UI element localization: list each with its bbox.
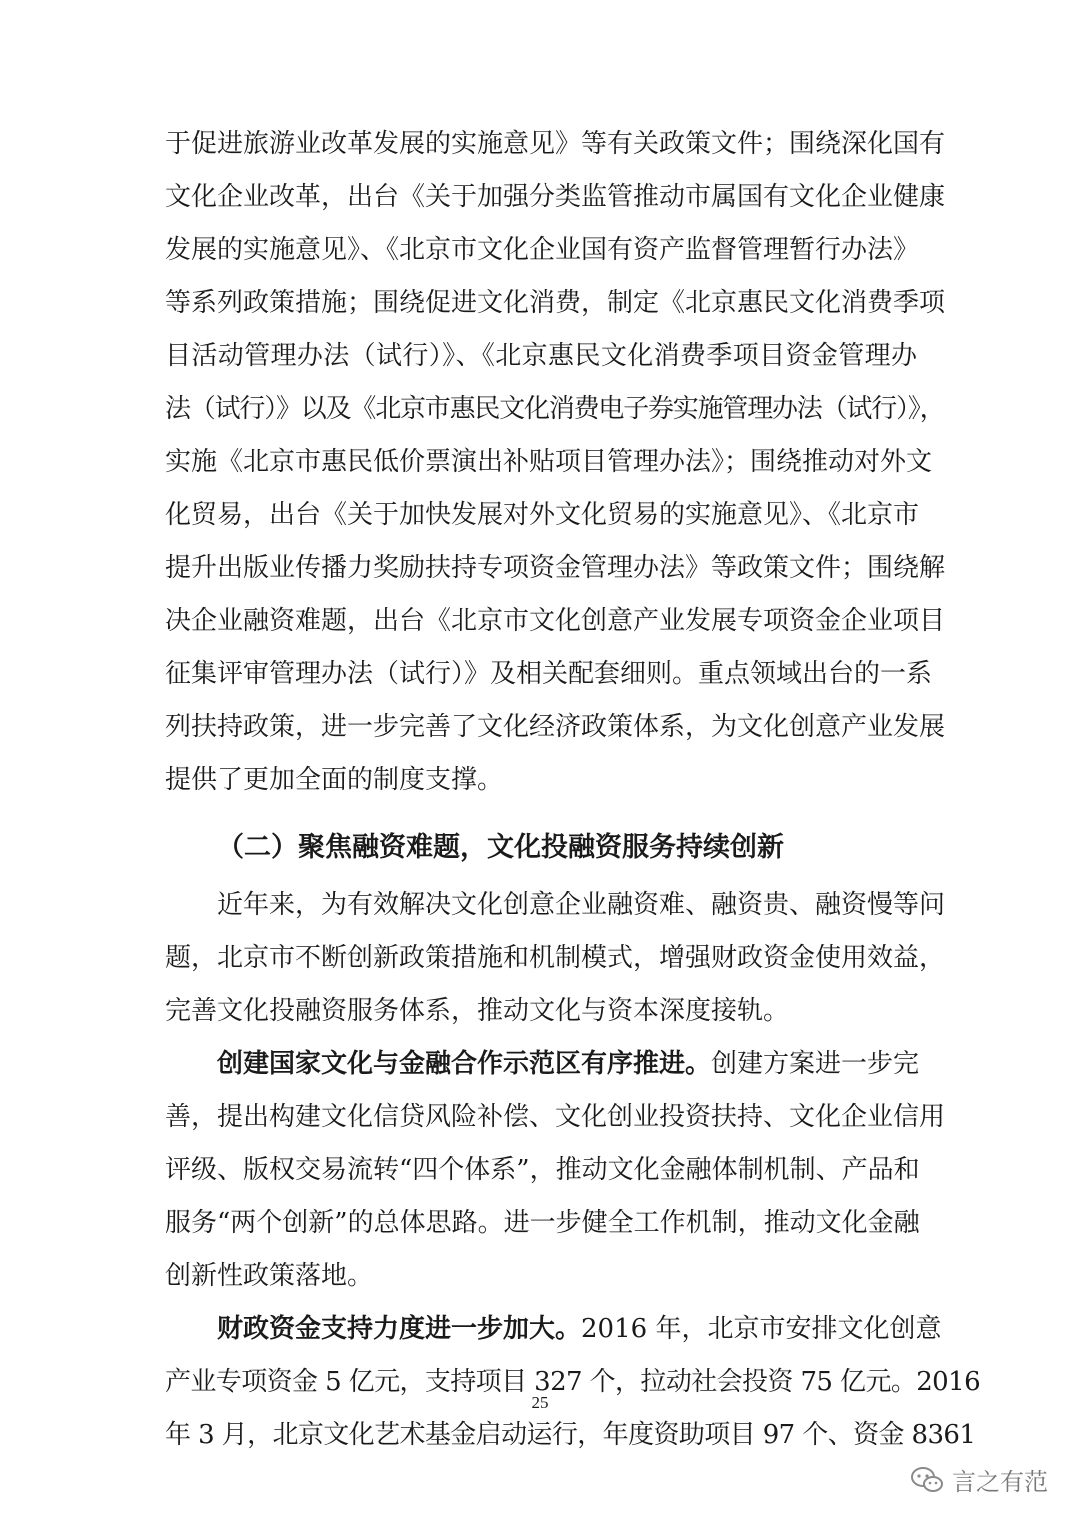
text-line [165, 1038, 920, 1091]
wechat-icon [910, 1466, 944, 1494]
text-line: 征集评审管理办法（试行）》及相关配套细则。重点领域出台的一系 [165, 659, 933, 689]
line-text: 创建方案进一步完 [711, 1049, 920, 1079]
text-line: 服务“两个创新”的总体思路。进一步健全工作机制，推动文化金融 [165, 1208, 920, 1238]
section-heading: （二）聚焦融资难题，文化投融资服务持续创新 [217, 832, 784, 863]
text-line: 决企业融资难题，出台《北京市文化创意产业发展专项资金企业项目 [165, 606, 946, 636]
paragraph-fiscal-support [165, 1303, 981, 1462]
line-text: 2016 年，北京市安排文化创意 [581, 1314, 942, 1344]
watermark [910, 1462, 1048, 1497]
text-line: 善，提出构建文化信贷风险补偿、文化创业投资扶持、文化企业信用 [165, 1102, 946, 1132]
text-line: 完善文化投融资服务体系，推动文化与资本深度接轨。 [165, 996, 790, 1026]
text-line: 提升出版业传播力奖励扶持专项资金管理办法》等政策文件；围绕解 [165, 553, 946, 583]
text-line: 发展的实施意见》、《北京市文化企业国有资产监督管理暂行办法》 [165, 235, 920, 265]
text-line: 近年来，为有效解决文化创意企业融资难、融资贵、融资慢等问 [217, 890, 946, 920]
text-line [165, 1303, 942, 1356]
paragraph-policy-documents [165, 118, 946, 807]
text-line: 目活动管理办法（试行）》、《北京惠民文化消费季项目资金管理办 [165, 341, 917, 371]
text-line: 等系列政策措施；围绕促进文化消费，制定《北京惠民文化消费季项 [165, 288, 946, 318]
paragraph-financing-intro [165, 879, 946, 1038]
bold-lead-sentence: 创建国家文化与金融合作示范区有序推进。 [217, 1049, 712, 1079]
page-content [165, 118, 981, 1462]
text-line: 提供了更加全面的制度支撑。 [165, 765, 504, 795]
bold-lead-sentence: 财政资金支持力度进一步加大。 [217, 1314, 582, 1344]
text-line: 列扶持政策，进一步完善了文化经济政策体系，为文化创意产业发展 [165, 712, 946, 742]
text-line: 文化企业改革，出台《关于加强分类监管推动市属国有文化企业健康 [165, 182, 946, 212]
text-line: 产业专项资金 5 亿元，支持项目 327 个，拉动社会投资 75 亿元。2016 [165, 1367, 981, 1397]
paragraph-demonstration-zone [165, 1038, 946, 1303]
text-line: 实施《北京市惠民低价票演出补贴项目管理办法》；围绕推动对外文 [165, 447, 933, 477]
page-number: 25 [531, 1393, 549, 1412]
text-line: 于促进旅游业改革发展的实施意见》等有关政策文件；围绕深化国有 [165, 129, 946, 159]
text-line: 年 3 月，北京文化艺术基金启动运行，年度资助项目 97 个、资金 8361 [165, 1420, 976, 1450]
text-line: 评级、版权交易流转“四个体系”，推动文化金融体制机制、产品和 [165, 1155, 920, 1185]
watermark-text: 言之有范 [952, 1468, 1048, 1496]
text-line: 法（试行）》以及《北京市惠民文化消费电子券实施管理办法（试行）》， [165, 394, 945, 424]
text-line: 题，北京市不断创新政策措施和机制模式，增强财政资金使用效益， [165, 943, 946, 973]
text-line: 化贸易，出台《关于加快发展对外文化贸易的实施意见》、《北京市 [165, 500, 920, 530]
text-line: 创新性政策落地。 [165, 1261, 374, 1291]
